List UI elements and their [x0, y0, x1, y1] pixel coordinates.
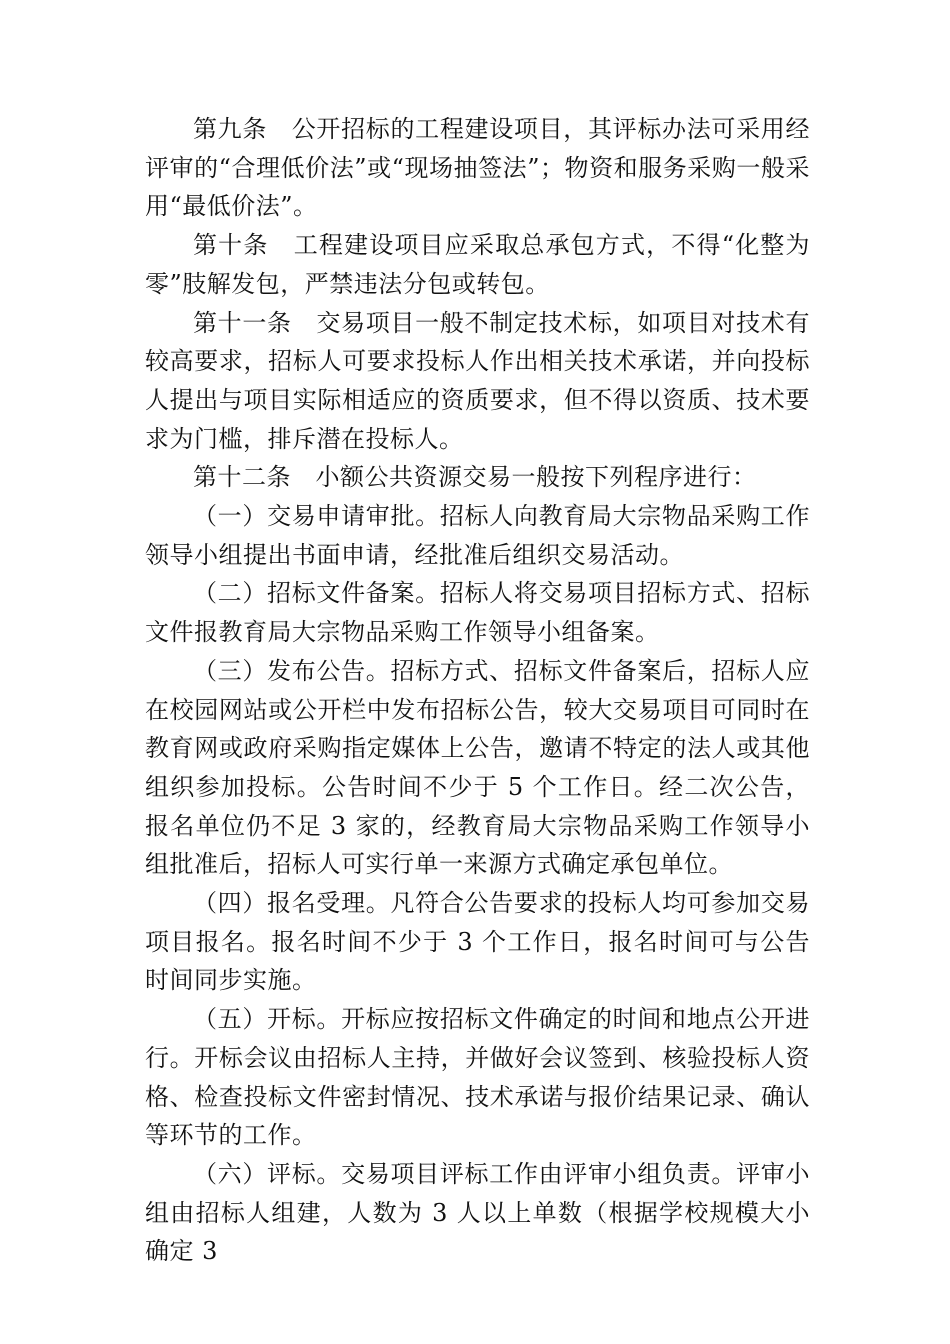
procedure-4-paragraph: （四）报名受理。凡符合公告要求的投标人均可参加交易项目报名。报名时间不少于 3 个工作日，报名时间可与公告时间同步实施。: [145, 889, 810, 995]
procedure-1-paragraph: （一）交易申请审批。招标人向教育局大宗物品采购工作领导小组提出书面申请，经批准后组织交易活动。: [145, 502, 810, 569]
procedure-2-paragraph: （二）招标文件备案。招标人将交易项目招标方式、招标文件报教育局大宗物品采购工作领导小组备案。: [145, 579, 810, 647]
procedure-5-paragraph: （五）开标。开标应按招标文件确定的时间和地点公开进行。开标会议由招标人主持，并做好会议签到、核验投标人资格、检查投标文件密封情况、技术承诺与报价结果记录、确认等环节的工作。: [145, 1005, 810, 1150]
article-12-paragraph: 第十二条 小额公共资源交易一般按下列程序进行：: [193, 463, 757, 492]
procedure-6-paragraph: （六）评标。交易项目评标工作由评审小组负责。评审小组由招标人组建，人数为 3 人以上单数（根据学校规模大小确定 3: [145, 1159, 810, 1266]
document-page: [145, 110, 810, 1271]
article-9-paragraph: 第九条 公开招标的工程建设项目，其评标办法可采用经评审的“合理低价法”或“现场抽签法”；物资和服务采购一般采用“最低价法”。: [145, 115, 810, 221]
procedure-3-paragraph: （三）发布公告。招标方式、招标文件备案后，招标人应在校园网站或公开栏中发布招标公告，较大交易项目可同时在教育网或政府采购指定媒体上公告，邀请不特定的法人或其他组织参加投标。公告时间不少于 5 个工作日。经二次公告，报名单位仍不足 3 家的，经教育局大宗物品采购工作领导小组批准后，招标人可实行单一来源方式确定承包单位。: [145, 656, 810, 879]
article-11-paragraph: 第十一条 交易项目一般不制定技术标，如项目对技术有较高要求，招标人可要求投标人作出相关技术承诺，并向投标人提出与项目实际相适应的资质要求，但不得以资质、技术要求为门槛，排斥潜在投标人。: [145, 308, 810, 453]
article-10-paragraph: 第十条 工程建设项目应采取总承包方式，不得“化整为零”肢解发包，严禁违法分包或转包。: [145, 231, 810, 298]
